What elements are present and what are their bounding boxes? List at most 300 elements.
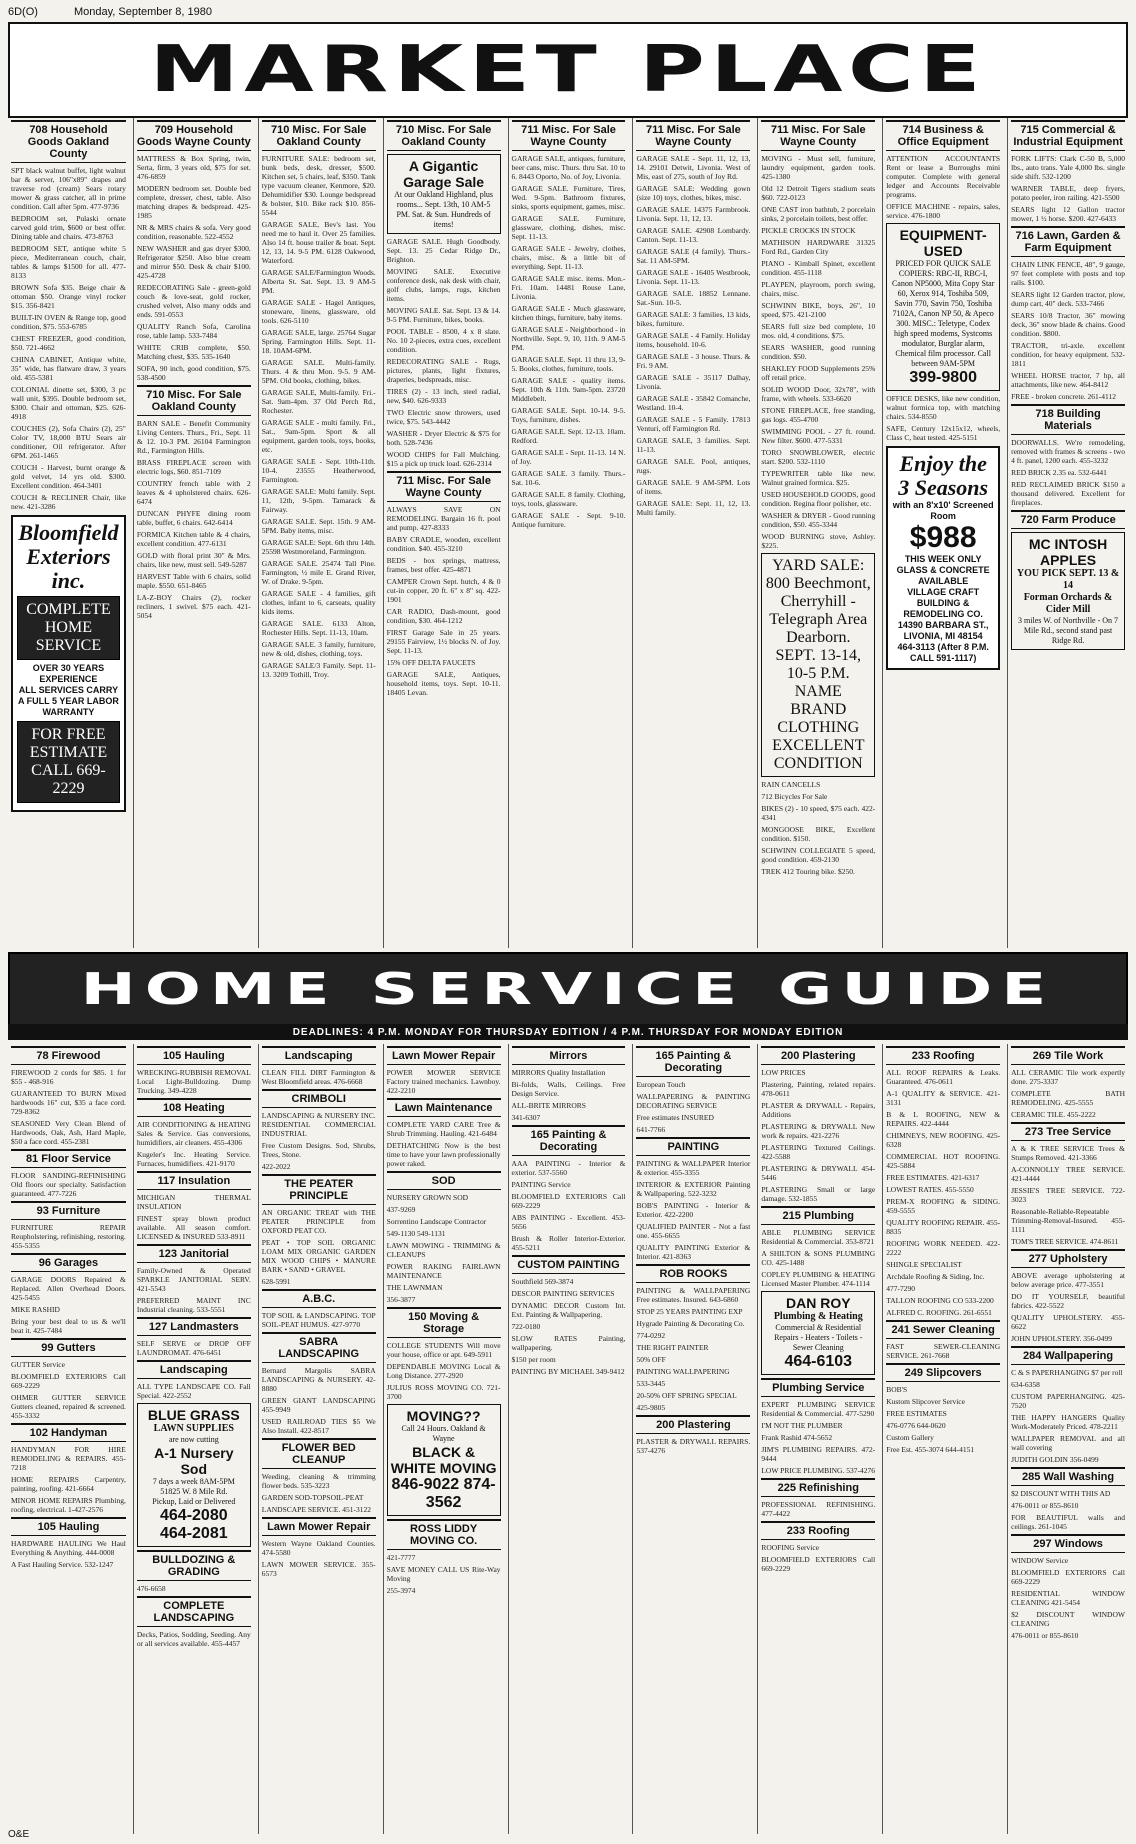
service-ad: Free estimates INSURED (636, 1113, 714, 1122)
section-heading: 711 Misc. For Sale Wayne County (512, 120, 626, 151)
service-ad: ALL CERAMIC Tile work expertly done. 275-3337 (1011, 1068, 1125, 1086)
classified-ad: TYPEWRITER table like new. Walnut grained formica. $25. (761, 469, 876, 487)
classified-ad: BABY CRADLE, wooden, excellent condition. $40. 455-3210 (386, 535, 501, 553)
service-ad: COMPLETE BATH REMODELING. 425-5555 (1011, 1089, 1125, 1107)
service-ad: COPLEY PLUMBING & HEATING Licensed Master Plumber. 474-1114 (761, 1270, 876, 1288)
service-column (882, 1044, 1003, 1834)
classified-ad: BIKES (2) - 10 speed, $75 each. 422-4341 (761, 804, 876, 822)
classified-ad: WHITE CRIB complete, $50. Matching chest, $35. 535-1640 (136, 343, 251, 361)
service-ad: RESIDENTIAL WINDOW CLEANING 421-5454 (1011, 1589, 1125, 1607)
classified-ad: GARAGE SALE - 3 house. Thurs. & Fri. 9 AM. (636, 352, 751, 370)
service-ad: ROOFING WORK NEEDED. 422-2222 (886, 1239, 1001, 1257)
classified-column (882, 118, 1003, 948)
classified-ad: HARVEST Table with 6 chairs, solid maple. $550. 651-8465 (136, 572, 251, 590)
classified-ad: GARAGE SALE. 3 family. Thurs.-Sat. 10-6. (511, 469, 626, 487)
service-heading: Lawn Mower Repair (387, 1046, 501, 1065)
service-heading: 225 Refinishing (761, 1478, 875, 1497)
classified-ad: DUNCAN PHYFE dining room table, buffet, 6 chairs. 642-6414 (136, 509, 251, 527)
service-ad: WALLPAPERING & PAINTING DECORATING SERVICE (636, 1092, 751, 1110)
service-ad: BLOOMFIELD EXTERIORS Call 669-2229 (511, 1192, 626, 1210)
classified-ad: BROWN Sofa $35. Beige chair & ottoman $50. Orange vinyl rocker $15. 356-8421 (11, 283, 126, 310)
service-ad: SAVE MONEY CALL US Rite-Way Moving (386, 1565, 501, 1583)
service-heading: 93 Furniture (11, 1201, 126, 1220)
classified-ad: GARAGE SALE - 35117 Dalhay, Livonia. (636, 373, 751, 391)
service-heading: 102 Handyman (11, 1423, 126, 1442)
marketplace-title: MARKET PLACE (149, 33, 987, 107)
classified-ad: PICKLE CROCKS IN STOCK (761, 226, 856, 235)
classified-ad: NR & MRS chairs & sofa. Very good condition, reasonable. 522-4552 (136, 223, 251, 241)
classified-ad: GARAGE SALE. 6133 Alton, Rochester Hills. Sept. 11-13, 10am. (261, 619, 376, 637)
classified-ad: GARAGE SALE - Much glassware, kitchen things, furniture, baby items. (511, 304, 626, 322)
service-heading: 284 Wallpapering (1011, 1346, 1125, 1365)
service-ad: OHMER GUTTER SERVICE Gutters cleaned, repaired & screened. 455-3332 (11, 1393, 126, 1420)
service-ad: 255-3974 (386, 1586, 416, 1595)
service-ad: LAWN MOWER SERVICE. 355-6573 (261, 1560, 376, 1578)
experience-line: OVER 30 YEARS EXPERIENCE (32, 663, 105, 684)
service-ad: 476-0776 644-0620 (886, 1421, 946, 1430)
classified-column (1007, 118, 1128, 948)
company-logo-text: Bloomfield Exteriors inc. (18, 520, 119, 593)
service-column (508, 1044, 629, 1834)
display-ad-phone: 846-9022 874-3562 (391, 1476, 496, 1511)
service-heading: 99 Gutters (11, 1338, 126, 1357)
classified-ad: GARAGE SALE. 14375 Farmbrook. Livonia. Sept. 11, 12, 13. (636, 205, 751, 223)
service-heading: FLOWER BED CLEANUP (262, 1438, 376, 1469)
classified-ad: WOOD BURNING stove, Ashley. $225. (761, 532, 876, 550)
service-ad: PEAT • TOP SOIL ORGANIC LOAM MIX ORGANIC GARDEN MIX WOOD CHIPS • MANURE BARK • SAND • GRAVEL (261, 1238, 376, 1274)
service-heading: 105 Hauling (137, 1046, 251, 1065)
classified-ad: CHINA CABINET, Antique white, 35" wide, has flatware draw, 3 years old. 455-5381 (11, 355, 126, 382)
orchard-name: Forman Orchards & Cider Mill (1023, 592, 1113, 615)
ad-phone: 464-3113 (After 8 P.M. CALL 591-1117) (897, 642, 989, 663)
service-ad: DESCOR PAINTING SERVICES (511, 1289, 615, 1298)
section-heading: 711 Misc. For Sale Wayne County (636, 120, 750, 151)
classified-ad: PIANO - Kimball Spinet, excellent condition. 455-1118 (761, 259, 876, 277)
classified-ad: BUILT-IN OVEN & Range top, good condition, $75. 553-6785 (11, 313, 126, 331)
orchard-headline: MC INTOSH APPLES (1028, 536, 1108, 568)
service-ad: TOM'S TREE SERVICE. 474-8611 (1011, 1237, 1119, 1246)
service-ad: Free Custom Designs. Sod, Shrubs, Trees, Stone. (261, 1141, 376, 1159)
service-heading: Mirrors (512, 1046, 626, 1065)
classified-ad: GARAGE SALE, antiques, furniture, beer cans, misc. Thurs. thru Sat. 10 to 6. 8443 Oporto, No. of Joy, Livonia. (511, 154, 626, 181)
section-heading: 710 Misc. For Sale Oakland County (137, 385, 251, 416)
service-ad: 533-3445 (636, 1379, 666, 1388)
service-ad: 476-0011 or 855-8610 (1011, 1631, 1079, 1640)
service-ad: FLOOR SANDING-REFINISHING Old floors our specialty. Satisfaction guaranteed. 477-7226 (11, 1171, 126, 1198)
display-ad-med: Plumbing & Heating (773, 1311, 863, 1322)
service-ad: WRECKING-RUBBISH REMOVAL Local Light-Bulldozing. Dump Trucking. 349-4228 (136, 1068, 251, 1095)
classified-ad: LA-Z-BOY Chairs (2), rocker recliners, 1 swivel. $75 each. 421-5054 (136, 593, 251, 620)
service-ad: BLOOMFIELD EXTERIORS Call 669-2229 (1011, 1568, 1125, 1586)
classified-ad: GARAGE SALE. Sept. 15th. 9 AM-5PM. Baby items, misc. (261, 517, 376, 535)
service-heading: Plumbing Service (761, 1378, 875, 1397)
classified-ad: GARAGE SALE - multi family. Fri., Sat., 9am-5pm. Sport & all equipment, garden tools, toys, books, etc. (261, 418, 376, 454)
classified-ad: MONGOOSE BIKE, Excellent condition. $150. (761, 825, 876, 843)
classified-ad: QUALITY Ranch Sofa, Carolina rose, table lamp. 533-7484 (136, 322, 251, 340)
classified-ad: NEW WASHER and gas dryer $300. Refrigerator $250. Also blue cream and mirror $50. Desk & chair $100. 425-4728 (136, 244, 251, 280)
service-ad: 641-7766 (636, 1125, 666, 1134)
service-heading: 108 Heating (137, 1098, 251, 1117)
service-heading: 78 Firewood (11, 1046, 126, 1065)
service-ad: Weeding, cleaning & trimming flower beds. 535-3223 (261, 1472, 376, 1490)
service-ad: ABLE PLUMBING SERVICE Residential & Commercial. 353-8721 (761, 1228, 876, 1246)
service-ad: WINDOW Service (1011, 1556, 1069, 1565)
classified-ad: REDECORATING SALE - Rugs, pictures, plants, light fixtures, draperies, bedspreads, misc. (386, 357, 501, 384)
service-column (8, 1044, 129, 1834)
display-ad-med: LAWN SUPPLIES (153, 1423, 234, 1434)
classified-ad: GARAGE SALE - 16405 Westbrook, Livonia. Sept. 11-13. (636, 268, 751, 286)
classified-ad: GARAGE SALE. Multi-family. Thurs. 4 & thru Mon. 9-5. 9 AM-5PM. Old books, clothing, bikes. (261, 358, 376, 385)
service-ad: 421-7777 (386, 1553, 416, 1562)
service-heading: CUSTOM PAINTING (512, 1255, 626, 1274)
classified-ad: PLAYPEN, playroom, porch swing, chairs, misc. (761, 280, 876, 298)
service-ad: MICHIGAN THERMAL INSULATION (136, 1193, 251, 1211)
classified-ad: TREK 412 Touring bike. $250. (761, 867, 855, 876)
service-ad: HOME REPAIRS Carpentry, painting, roofing. 421-6664 (11, 1475, 126, 1493)
service-ad: MINOR HOME REPAIRS Plumbing, roofing, electrical. 1-427-2576 (11, 1496, 126, 1514)
service-ad: LOW PRICES (761, 1068, 806, 1077)
service-column (383, 1044, 504, 1834)
service-ad: JOHN UPHOLSTERY. 356-0499 (1011, 1334, 1113, 1343)
service-ad: Bi-folds, Walls, Ceilings. Free Design Service. (511, 1080, 626, 1098)
classified-ad: SEARS WASHER, good running condition. $50. (761, 343, 876, 361)
service-ad: Hygrade Painting & Decorating Co. (636, 1319, 745, 1328)
service-ad: Brush & Roller Interior-Exterior. 455-5211 (511, 1234, 626, 1252)
ad-price: $988 (909, 521, 977, 554)
service-ad: Custom Gallery (886, 1433, 934, 1442)
service-heading: 200 Plastering (761, 1046, 875, 1065)
classified-ad: CHEST FREEZER, good condition, $50. 721-4662 (11, 334, 126, 352)
service-ad: THE LAWNMAN (386, 1283, 443, 1292)
display-ad (761, 1291, 875, 1375)
equipment-phone: 399-9800 (909, 369, 977, 386)
classified-ad: 15% OFF DELTA FAUCETS (386, 658, 476, 667)
warranty-line: ALL SERVICES CARRY A FULL 5 YEAR LABOR WARRANTY (18, 685, 119, 717)
service-ad: HARDWARE HAULING We Haul Everything & Anything. 444-0008 (11, 1539, 126, 1557)
service-heading: 150 Moving & Storage (387, 1307, 501, 1338)
service-ad: FURNITURE REPAIR Reupholstering, refinishing, restoring. 455-5355 (11, 1223, 126, 1250)
classified-ad: MATTRESS & Box Spring, twin, Serta, firm, 3 years old, $75 for set. 476-6859 (136, 154, 251, 181)
service-ad: PAINTING BY MICHAEL 349-9412 (511, 1367, 625, 1376)
service-heading: 273 Tree Service (1011, 1122, 1125, 1141)
service-ad: JIM'S PLUMBING REPAIRS. 472-9444 (761, 1445, 876, 1463)
service-ad: PAINTING & WALLPAPERING Free estimates. Insured. 643-6860 (636, 1286, 751, 1304)
section-heading: 716 Lawn, Garden & Farm Equipment (1011, 226, 1125, 257)
classified-column (757, 118, 878, 948)
service-ad: COMPLETE YARD CARE Tree & Shrub Trimming. Hauling. 421-6484 (386, 1120, 501, 1138)
service-ad: CERAMIC TILE. 455-2222 (1011, 1110, 1096, 1119)
service-ad: 628-5991 (261, 1277, 291, 1286)
classified-ad: SWIMMING POOL - 27 ft. round. New filter. $600. 477-5331 (761, 427, 876, 445)
orchard-address: 3 miles W. of Northville - On 7 Mile Rd., second stand past Ridge Rd. (1018, 616, 1119, 645)
classified-ad: RED RECLAIMED BRICK $150 a thousand delivered. Excellent for fireplaces. (1011, 480, 1125, 507)
service-heading: PAINTING (636, 1137, 750, 1156)
classified-ad: POOL TABLE - 8500, 4 x 8 slate. No. 10 2-pieces, extra cues, excellent condition. (386, 327, 501, 354)
service-heading: CRIMBOLI (262, 1089, 376, 1108)
display-ad-big2: A-1 Nursery Sod (154, 1445, 234, 1477)
classified-ad: MOVING - Must sell, furniture, laundry equipment, garden tools. 425-1380 (761, 154, 876, 181)
display-ad-small: Commercial & Residential Repairs - Heaters - Toilets - Sewer Cleaning (774, 1323, 863, 1352)
display-ad-small: are now cutting (168, 1435, 219, 1444)
service-ad: PLASTERING Small or large damage. 532-1855 (761, 1185, 876, 1203)
service-ad: LOWEST RATES. 455-5550 (886, 1185, 974, 1194)
classified-ad: GARAGE SALE. Furniture, Tires, Wed. 9-5pm. Bathroom fixtures, sinks, sports equipment, games, misc. (511, 184, 626, 211)
service-ad: 477-7290 (886, 1284, 915, 1293)
service-heading: 277 Upholstery (1011, 1249, 1125, 1268)
display-ad-addr: 51825 W. 8 Mile Rd. (160, 1487, 228, 1496)
service-ad: PLASTER & DRYWALL - Repairs, Additions (761, 1101, 876, 1119)
service-ad: BLOOMFIELD EXTERIORS Call 669-2229 (761, 1555, 876, 1573)
service-ad: LANDSCAPING & NURSERY INC. RESIDENTIAL COMMERCIAL INDUSTRIAL (261, 1111, 376, 1138)
service-heading: COMPLETE LANDSCAPING (137, 1596, 251, 1627)
classified-column (8, 118, 129, 948)
service-ad: SELF SERVE or DROP OFF LAUNDROMAT. 476-6451 (136, 1339, 251, 1357)
classifieds-top-grid (8, 118, 1128, 948)
ad-special: THIS WEEK ONLY GLASS & CONCRETE AVAILABLE (896, 554, 990, 586)
service-ad: 722-0180 (511, 1322, 541, 1331)
service-ad: AN ORGANIC TREAT with THE PEATER PRINCIPLE from OXFORD PEAT CO. (261, 1208, 376, 1235)
service-ad: Bring your best deal to us & we'll beat it. 425-7484 (11, 1317, 126, 1335)
service-ad: BOB'S PAINTING - Interior & Exterior. 422-2200 (636, 1201, 751, 1219)
service-ad: PLASTERING Textured Ceilings. 422-5588 (761, 1143, 876, 1161)
service-column (632, 1044, 753, 1834)
service-heading: 123 Janitorial (137, 1244, 251, 1263)
service-heading: THE PEATER PRINCIPLE (262, 1174, 376, 1205)
orchard-dates: YOU PICK SEPT. 13 & 14 (1016, 568, 1120, 591)
service-ad: 476-0011 or 855-8610 (1011, 1501, 1079, 1510)
classified-ad: GOLD with floral print 30" & Mrs. chairs, like new, must sell. 549-5287 (136, 551, 251, 569)
service-ad: LANDSCAPE SERVICE. 451-3122 (261, 1505, 371, 1514)
service-heading: 215 Plumbing (761, 1206, 875, 1225)
classified-ad: GARAGE SALE. Sept. 11 thru 13, 9-5. Books, clothes, furniture, tools. (511, 355, 626, 373)
classified-column (508, 118, 629, 948)
classified-ad: OFFICE DESKS, like new condition, walnut formica top, with matching chairs. 534-8550 (886, 394, 1001, 421)
service-heading: 81 Floor Service (11, 1149, 126, 1168)
service-ad: Kustom Slipcover Service (886, 1397, 965, 1406)
service-column (757, 1044, 878, 1834)
classified-ad: REDECORATING Sale - green-gold couch & love-seat, gold rocker, crushed velvet, Also many odds and ends. 591-0553 (136, 283, 251, 319)
classified-ad: GARAGE SALE, 3 families. Sept. 11-13. (636, 436, 751, 454)
classified-ad: RAIN CANCELLS (761, 780, 821, 789)
service-ad: AIR CONDITIONING & HEATING Sales & Service. Gas conversions, humidifiers, air cleaners. 455-4306 (136, 1120, 251, 1147)
classified-ad: SCHWINN BIKE, boys, 26", 10 speed, $75. 421-2100 (761, 301, 876, 319)
classified-ad: GARAGE SALE, Antiques, household items, toys. Sept. 10-11. 18405 Levan. (386, 670, 501, 697)
classified-ad: GARAGE SALE (4 family). Thurs.-Sat. 11 AM-5PM. (636, 247, 751, 265)
service-ad: STOP 25 YEARS PAINTING EXP (636, 1307, 743, 1316)
service-ad: Plastering, Painting, related repairs. 478-0611 (761, 1080, 876, 1098)
classified-ad: CHAIN LINK FENCE, 48", 9 gauge, 97 feet complete with posts and top rails. $100. (1011, 260, 1125, 287)
service-heading: Landscaping (262, 1046, 376, 1065)
service-ad: PAINTING Service (511, 1180, 571, 1189)
service-heading: Landscaping (137, 1360, 251, 1379)
classified-ad: GARAGE SALE: 3 families, 13 kids, bikes, furniture. (636, 310, 751, 328)
classified-ad: GARAGE SALE/Farmington Woods. Alberta St. Sat. Sept. 13. 9 AM-5 PM. (261, 268, 376, 295)
section-heading: 710 Misc. For Sale Oakland County (262, 120, 376, 151)
classified-ad: MATHISON HARDWARE 31325 Ford Rd., Garden City (761, 238, 876, 256)
ad-subline: with an 8'x10' Screened Room (892, 500, 994, 521)
service-ad: Southfield 569-3874 (511, 1277, 574, 1286)
classified-ad: GARAGE SALE - Sept. 9-10. Antique furniture. (511, 511, 626, 529)
service-ad: Bernard Margolis SABRA LANDSCAPING & NURSERY. 42-8880 (261, 1366, 376, 1393)
display-ad-pickup: Pickup, Laid or Delivered (152, 1497, 236, 1506)
service-ad: AAA PAINTING - Interior & exterior. 537-5560 (511, 1159, 626, 1177)
service-ad: FREE ESTIMATES (886, 1409, 947, 1418)
classified-ad: WOOD CHIPS for Fall Mulching. $15 a pick up truck load. 626-2314 (386, 450, 501, 468)
classified-ad: BEDROOM SET, antique white 5 piece, Mediterranean couch, chair, tables & lamps $1500 for all. 477-8133 (11, 244, 126, 280)
feature-ad (387, 154, 501, 234)
service-heading: Lawn Mower Repair (262, 1517, 376, 1536)
service-ad: A-CONNOLLY TREE SERVICE. 421-4444 (1011, 1165, 1125, 1183)
classified-ad: COLONIAL dinette set, $300, 3 pc wall unit, $395. Double bedroom set, $300. Chair and ottoman, $25. 626-4918 (11, 385, 126, 421)
classified-ad: MODERN bedroom set. Double bed complete, dresser, chest, table. Also matching drapes & bedspread. 425-1985 (136, 184, 251, 220)
classified-ad: TIRES (2) - 13 inch, steel radial, new, $40. 626-9333 (386, 387, 501, 405)
service-ad: BLOOMFIELD EXTERIORS Call 669-2229 (11, 1372, 126, 1390)
service-ad: GARDEN SOD-TOPSOIL-PEAT (261, 1493, 364, 1502)
service-ad: $2 DISCOUNT WITH THIS AD (1011, 1489, 1111, 1498)
service-heading: 269 Tile Work (1011, 1046, 1125, 1065)
display-ad-big: BLUE GRASS (147, 1407, 240, 1423)
classified-ad: GARAGE SALE, Bev's last. You need me to haul it. Over 25 families. Also 14 ft. house trailer & boat. Sept. 12, 13, 14. 9-5 PM. 6128 Oakwood, Waterford. (261, 220, 376, 265)
classified-ad: FORMICA Kitchen table & 4 chairs, excellent condition. 477-6131 (136, 530, 251, 548)
service-ad: DETHATCHING Now is the best time to have your lawn professionally power raked. (386, 1141, 501, 1168)
classified-ad: COUNTRY french table with 2 leaves & 4 upholstered chairs. 626-6474 (136, 479, 251, 506)
service-ad: ALL ROOF REPAIRS & Leaks. Guaranteed. 476-0611 (886, 1068, 1001, 1086)
service-ad: Kugeler's Inc. Heating Service. Furnaces, humidifiers. 421-9170 (136, 1150, 251, 1168)
village-craft-ad (886, 446, 1000, 670)
classified-ad: ALWAYS SAVE ON REMODELING. Bargain 16 ft. pool and pump. 427-8333 (386, 505, 501, 532)
service-ad: FOR BEAUTIFUL walls and ceilings. 261-1045 (1011, 1513, 1125, 1531)
service-ad: QUALITY ROOFING REPAIR. 455-8835 (886, 1218, 1001, 1236)
service-ad: PREM-X ROOFING & SIDING. 459-5555 (886, 1197, 1001, 1215)
service-ad: $2 DISCOUNT WINDOW CLEANING (1011, 1610, 1125, 1628)
classified-ad: FREE - broken concrete. 261-4112 (1011, 392, 1117, 401)
section-heading: 715 Commercial & Industrial Equipment (1011, 120, 1125, 151)
service-ad: B & L ROOFING, NEW & REPAIRS. 422-4444 (886, 1110, 1001, 1128)
service-ad: Reasonable-Reliable-Repeatable Trimming-Removal-Insured. 455-1111 (1011, 1207, 1125, 1234)
ad-company: VILLAGE CRAFT BUILDING & REMODELING CO. (903, 587, 983, 619)
classified-ad: SEARS light 12 Gallon tractor mower, 1 ½ horse. $200. 427-6433 (1011, 205, 1125, 223)
service-heading: ROB ROOKS (636, 1264, 750, 1283)
classified-ad: COUCHES (2), Sofa Chairs (2), 25" Color TV, 18,000 BTU Sears air conditioner, Oil refrigerator. After 6PM. 261-1465 (11, 424, 126, 460)
classified-ad: SCHWINN COLLEGIATE 5 speed, good condition. 459-2130 (761, 846, 876, 864)
classified-ad: GARAGE SALE: Wedding gown (size 10) toys, clothes, bikes, misc. (636, 184, 751, 202)
classified-ad: SOFA, 90 inch, good condition, $75. 538-4500 (136, 364, 251, 382)
classified-ad: WARNER TABLE, deep fryers, potato peeler, iron railing. 421-5500 (1011, 184, 1125, 202)
classified-ad: CAMPER Crown Sept. hutch, 4 & 0 cut-in copper, 20 ft. 6" x 8" sq. 422-1901 (386, 577, 501, 604)
classified-ad: GARAGE SALE - 5 Family. 17813 Venturi, off Farmington Rd. (636, 415, 751, 433)
estimate-line: FOR FREE ESTIMATE CALL 669-2229 (17, 721, 120, 803)
service-ad: ROOFING Service (761, 1543, 820, 1552)
page-date: Monday, September 8, 1980 (73, 6, 212, 18)
classified-ad: GARAGE SALE, Multi-family. Fri.-Sat. 9am-4pm. 37 Old Perch Rd., Rochester. (261, 388, 376, 415)
service-ad: GUARANTEED TO BURN Mixed hardwoods 16" cut, $35 a face cord. 729-8362 (11, 1089, 126, 1116)
service-ad: WALLPAPER REMOVAL and all wall covering (1011, 1434, 1125, 1452)
service-ad: MIKE RASHID (11, 1305, 60, 1314)
classified-ad: FORK LIFTS: Clark C-50 B, 5,000 lbs., auto trans. Yale 4,000 lbs. single side shift. 532-1200 (1011, 154, 1125, 181)
display-ad-big2: BLACK & WHITE MOVING (390, 1444, 497, 1476)
bloomfield-exteriors-ad (11, 515, 126, 812)
section-heading: 718 Building Materials (1011, 404, 1125, 435)
service-heading: 241 Sewer Cleaning (886, 1320, 1000, 1339)
classified-ad: TORO SNOWBLOWER, electric start. $200. 532-1110 (761, 448, 876, 466)
classified-ad: GARAGE SALE/3 Family. Sept. 11-13. 3209 Tothill, Troy. (261, 661, 376, 679)
classified-ad: ONE CAST iron bathtub, 2 porcelain sinks, 2 porcelain toilets, best offer. (761, 205, 876, 223)
section-heading: 708 Household Goods Oakland County (11, 120, 126, 163)
classified-ad: GARAGE SALE. Pool, antiques, rugs. (636, 457, 751, 475)
classified-ad: GARAGE SALE - 35842 Comanche, Westland. 10-4. (636, 394, 751, 412)
service-heading: 233 Roofing (761, 1521, 875, 1540)
classified-column (383, 118, 504, 948)
service-column (1007, 1044, 1128, 1834)
classified-ad: FIRST Garage Sale in 25 years. 29155 Fairview, 1½ blocks N. of Joy. Sept. 11-13. (386, 628, 501, 655)
classified-ad: GARAGE SALE. 8 family. Clothing, toys, tools, glassware. (511, 490, 626, 508)
classified-ad: BRASS FIREPLACE screen with electric logs, $60. 851-7109 (136, 458, 251, 476)
classified-ad: STONE FIREPLACE, free standing, gas logs. 455-4700 (761, 406, 876, 424)
classified-ad: GARAGE SALE. Sept. 10-14. 9-5. Toys, furniture, dishes. (511, 406, 626, 424)
service-ad: PLASTERING & DRYWALL 454-5446 (761, 1164, 876, 1182)
display-ad-phone: 464-6103 (784, 1353, 853, 1370)
classified-ad: MOVING SALE. Executive conference desk, oak desk with chair, golf clubs, lamps, rugs, kitchen items. (386, 267, 501, 303)
service-ad: 634-6358 (1011, 1380, 1040, 1389)
service-ad: DYNAMIC DECOR Custom Int. Ext. Painting & Wallpapering. (511, 1301, 626, 1319)
section-heading: 711 Misc. For Sale Wayne County (761, 120, 875, 151)
classified-ad: SEARS full size bed complete, 10 mos. old, 4 conditions. $75. (761, 322, 876, 340)
service-ad: JESSIE'S TREE SERVICE. 722-3023 (1011, 1186, 1125, 1204)
section-heading: 720 Farm Produce (1011, 510, 1125, 529)
service-ad: FREE ESTIMATES. 421-6317 (886, 1173, 980, 1182)
classified-ad: GARAGE SALE - Sept. 10th-11th. 10-4. 23555 Heatherwood, Farmington. (261, 457, 376, 484)
service-ad: FIREWOOD 2 cords for $85. 1 for $55 - 468-916 (11, 1068, 126, 1086)
service-ad: PROFESSIONAL REFINISHING. 477-4422 (761, 1500, 876, 1518)
service-ad: Sorrentino Landscape Contractor (386, 1217, 487, 1226)
classified-ad: SEARS light 12 Garden tractor, plow, dump cart, 40" deck. 533-7466 (1011, 290, 1125, 308)
classified-ad: TRACTOR, tri-axle. excellent condition, for heavy equipment. 532-1811 (1011, 341, 1125, 368)
service-ad: TOP SOIL & LANDSCAPING. TOP SOIL-PEAT HUMUS. 427-9770 (261, 1311, 376, 1329)
display-ad-line: 7 days a week 8AM-5PM (152, 1477, 235, 1486)
service-ad: QUALITY UPHOLSTERY. 455-6622 (1011, 1313, 1125, 1331)
service-ad: GUTTER Service (11, 1360, 65, 1369)
service-heading: 96 Garages (11, 1253, 126, 1272)
service-ad: C & S PAPERHANGING $7 per roll (1011, 1368, 1123, 1377)
service-banner: COMPLETE HOME SERVICE (17, 596, 120, 660)
classified-ad: Old 12 Detroit Tigers stadium seats $60. 722-0123 (761, 184, 876, 202)
ad-headline: Enjoy the 3 Seasons (898, 451, 989, 500)
service-ad: SHINGLE SPECIALIST (886, 1260, 962, 1269)
classified-ad: BARN SALE - Benefit Community Living Centers. Thurs., Fri., Sept. 11 & 12. 10-3 PM. 26104 Farmington Rd., Farmington Hills. (136, 419, 251, 455)
service-ad: ABOVE average upholstering at below average price. 477-3551 (1011, 1271, 1125, 1289)
classified-ad: GARAGE SALE. 25474 Tall Pine. Farmington, ½ mile E. Grand River, W. of Drake. 9-5pm. (261, 559, 376, 586)
service-ad: MIRRORS Quality Installation (511, 1068, 606, 1077)
home-service-banner (8, 952, 1128, 1026)
display-ad-ph2: 464-2081 (160, 1525, 228, 1542)
classified-column (258, 118, 379, 948)
classified-ad: GARAGE SALE. Sept. 12-13. 10am. Redford. (511, 427, 626, 445)
equipment-body: PRICED FOR QUICK SALE COPIERS: RBC-II, RBC-I, Canon NP5000, Mita Copy Star 60, Xerox 914, Toshiba 509, Savin 770, Savin 750, Toshiba 7102A, Canon NP 50, & Apeco 300. MISC.: Teletype, Codex high speed modems, Systcoms modulator, Burglar alarm, Chemical film processor. Call between 9AM-5PM (891, 259, 995, 368)
service-heading: 233 Roofing (886, 1046, 1000, 1065)
service-heading: 165 Painting & Decorating (512, 1125, 626, 1156)
service-ad: PAINTING & WALLPAPER Interior & exterior. 455-3355 (636, 1159, 751, 1177)
service-column (133, 1044, 254, 1834)
service-ad: I'M NOT THE PLUMBER (761, 1421, 843, 1430)
display-ad (387, 1404, 501, 1516)
service-ad: QUALIFIED PAINTER - Not a fast one. 455-6655 (636, 1222, 751, 1240)
service-heading: 200 Plastering (636, 1415, 750, 1434)
classified-ad: GARAGE SALE: Multi family. Sept. 11, 12th, 9-5pm. Tamarack & Fairway. (261, 487, 376, 514)
service-ad: GREEN GIANT LANDSCAPING 455-9949 (261, 1396, 376, 1414)
service-heading: 297 Windows (1011, 1534, 1125, 1553)
service-ad: COMMERCIAL HOT ROOFING. 425-5884 (886, 1152, 1001, 1170)
display-ad-big: DAN ROY (785, 1295, 851, 1311)
